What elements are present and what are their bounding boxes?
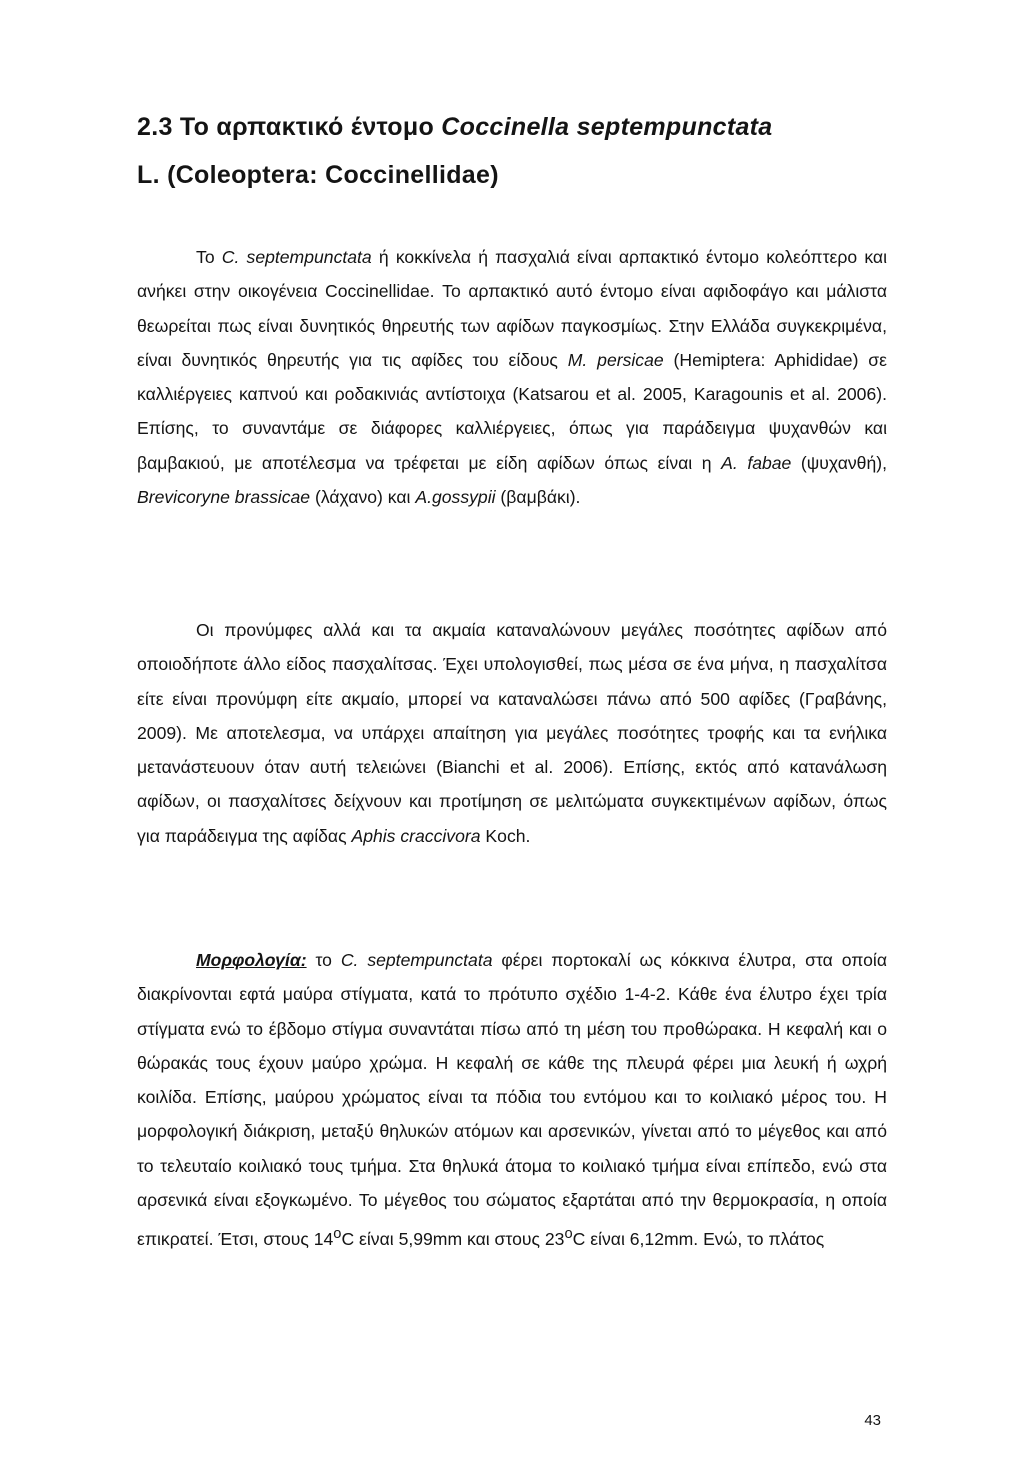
text-run: Το bbox=[196, 247, 222, 267]
text-run: (ψυχανθή), bbox=[791, 452, 887, 473]
heading-taxonomy: L. (Coleoptera: Coccinellidae) bbox=[137, 161, 499, 189]
heading-species-name: Coccinella septempunctata bbox=[441, 113, 773, 141]
text-run: Koch. bbox=[480, 825, 531, 846]
degree-sign: ο bbox=[564, 1226, 573, 1243]
page-number: 43 bbox=[864, 1412, 881, 1429]
text-run: (βαμβάκι). bbox=[495, 487, 581, 508]
text-run: (Hemiptera: Aphididae) σε καλλιέργειες καπνού και ροδακινιάς αντίστοιχα (Katsarou et al. 2005, Karagounis et al. 2006). Επίσης, το συναντάμε σε διάφορες καλλιέργειες, όπως για παράδειγμα ψυχανθών και βαμβακιού, με αποτέλεσμα να τρέφεται με είδη αφίδων όπως είναι η bbox=[137, 349, 888, 473]
species-name: C. septempunctata bbox=[221, 247, 372, 267]
text-run: φέρει πορτοκαλί ως κόκκινα έλυτρα, στα οποία διακρίνονται εφτά μαύρα στίγματα, κατά το πρότυπο σχέδιο 1-4-2. Κάθε ένα έλυτρο έχει τρία στίγματα ενώ το έβδομο στίγμα συναντάται πίσω από τη μέση του προθώρακα. Η κεφαλή και ο θώρακάς τους έχουν μαύρο χρώμα. Η κεφαλή σε κάθε της πλευρά φέρει μια λευκή ή ωχρή κοιλίδα. Επίσης, μαύρου χρώματος είναι τα πόδια του εντόμου και το κοιλιακό μέρος του. Η μορφολογική διάκριση, μεταξύ θηλυκών ατόμων και αρσενικών, γίνεται από το μέγεθος και από το τελευταίο κοιλιακό τους τμήμα. Στα θηλυκά άτομα το κοιλιακό τμήμα είναι επίπεδο, ενώ στα αρσενικά είναι εξογκωμένο. Το μέγεθος του σώματος εξαρτάται από την θερμοκρασία, η οποία επικρατεί. Έτσι, στους 14 bbox=[137, 950, 887, 1250]
species-name: A. fabae bbox=[721, 452, 792, 473]
species-name: Aphis craccivora bbox=[351, 825, 481, 846]
paragraph-intro bbox=[137, 240, 887, 514]
heading-prefix: 2.3 Το αρπακτικό έντομο bbox=[137, 113, 442, 141]
morphology-label: Μορφολογία: bbox=[196, 950, 307, 970]
text-run: Οι προνύμφες αλλά και τα ακμαία καταναλώνουν μεγάλες ποσότητες αφίδων από οποιοδήποτε άλλο είδος πασχαλίτσας. Έχει υπολογισθεί, πως μέσα σε ένα μήνα, η πασχαλίτσα είτε είναι προνύμφη είτε ακμαίο, μπορεί να καταναλώσει πάνω από 500 αφίδες (Γραβάνης, 2009). Με αποτελεσμα, να υπάρχει απαίτηση για μεγάλες ποσότητες τροφής και τα ενήλικα μετανάστευουν όταν αυτή τελειώνει (Bianchi et al. 2006). Επίσης, εκτός από κατανάλωση αφίδων, οι πασχαλίτσες δείχνουν και προτίμηση σε μελιτώματα συγκεκτιμένων αφίδων, όπως για παράδειγμα της αφίδας bbox=[137, 620, 887, 846]
paragraph-morphology bbox=[137, 943, 887, 1257]
text-run: C είναι 6,12mm. Ενώ, το πλάτος bbox=[572, 1229, 825, 1250]
text-run: (λάχανο) και bbox=[310, 487, 416, 508]
text-run: C είναι 5,99mm και στους 23 bbox=[341, 1229, 565, 1250]
section-heading bbox=[137, 103, 897, 199]
paragraph-feeding bbox=[137, 613, 887, 853]
text-run: το bbox=[306, 950, 341, 970]
species-name: M. persicae bbox=[567, 349, 664, 370]
degree-sign: ο bbox=[333, 1226, 342, 1243]
text-run: ή κοκκίνελα ή πασχαλιά είναι αρπακτικό έντομο κολεόπτερο και ανήκει στην οικογένεια Coccinellidae. Το αρπακτικό αυτό έντομο είναι αφιδοφάγο και μάλιστα θεωρείται πως είναι δυνητικός θηρευτής των αφίδων παγκοσμίως. Στην Ελλάδα συγκεκριμένα, είναι δυνητικός θηρευτής για τις αφίδες του είδους bbox=[137, 247, 887, 370]
species-name: A.gossypii bbox=[415, 487, 496, 508]
species-name: Brevicoryne brassicae bbox=[137, 487, 311, 508]
species-name: C. septempunctata bbox=[340, 950, 493, 970]
